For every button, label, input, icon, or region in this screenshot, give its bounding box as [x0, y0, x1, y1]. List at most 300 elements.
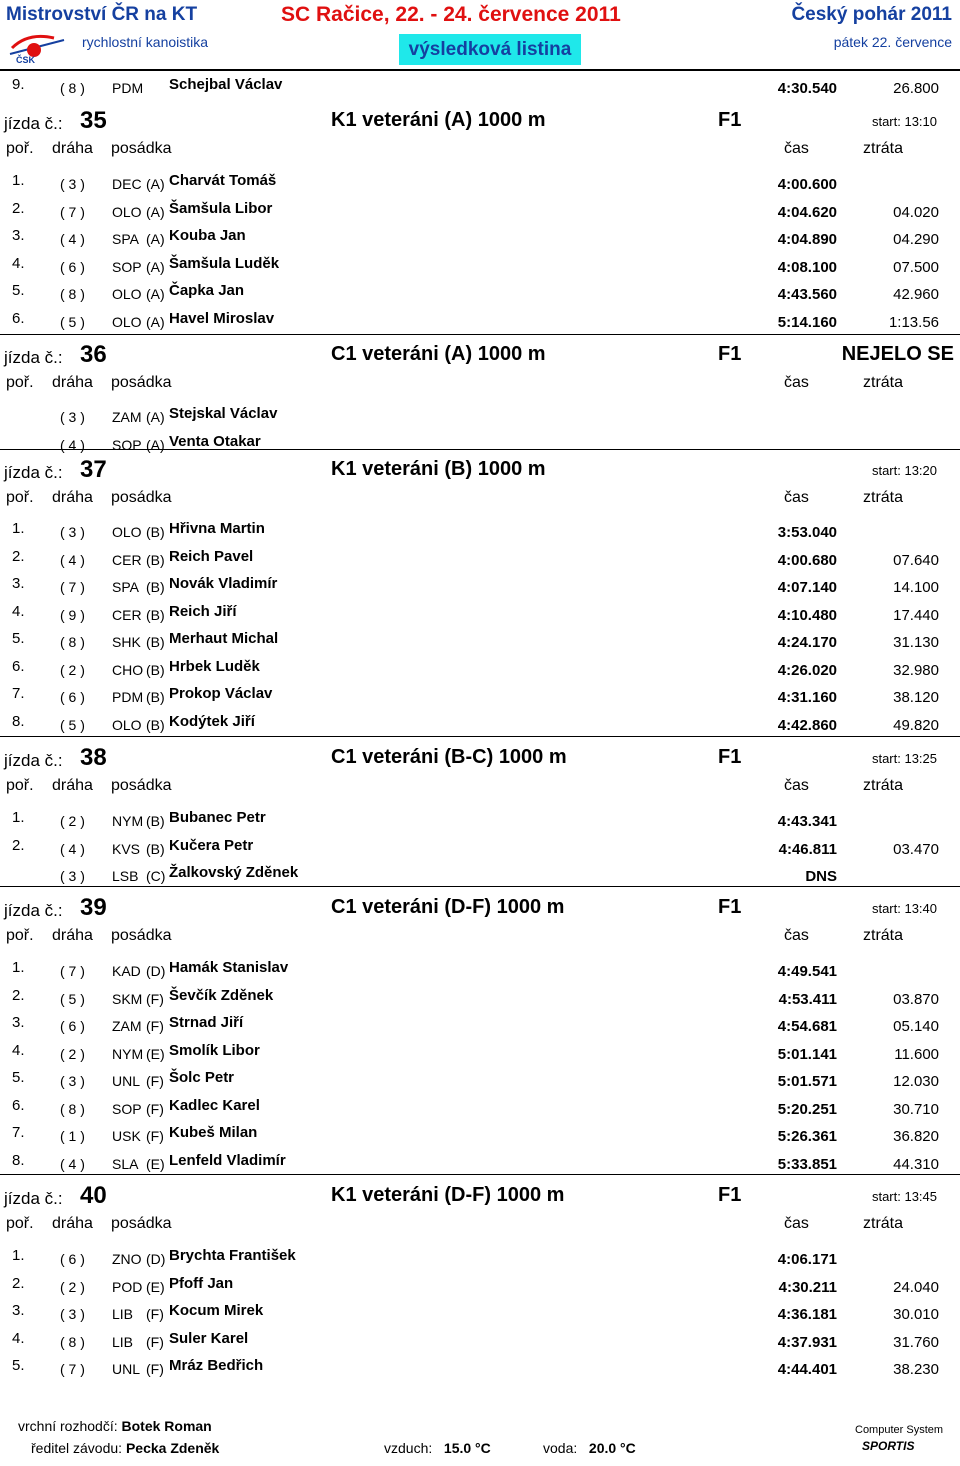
result-row — [0, 433, 960, 457]
time-loss: 07.500 — [893, 259, 939, 276]
result-row — [0, 1152, 960, 1176]
competitor-name: Pfoff Jan — [169, 1275, 234, 1292]
club: LIB — [112, 1306, 134, 1322]
position: 4. — [12, 1330, 25, 1347]
competitor-name: Venta Otakar — [169, 433, 261, 450]
result-row — [0, 959, 960, 983]
computer-system-label: Computer System — [855, 1424, 944, 1436]
competitor-name: Šolc Petr — [169, 1069, 235, 1086]
position: 7. — [12, 685, 25, 702]
header-crew: posádka — [111, 1215, 172, 1232]
position: 2. — [12, 200, 25, 217]
lane: ( 6 ) — [60, 259, 85, 275]
time-loss: 30.010 — [893, 1306, 939, 1323]
header-position: poř. — [6, 374, 34, 391]
time-loss: 38.120 — [893, 689, 939, 706]
category: (E) — [146, 1279, 165, 1295]
competitor-name: Smolík Libor — [169, 1042, 260, 1059]
competitor-name: Novák Vladimír — [169, 575, 278, 592]
time: 4:44.401 — [777, 1361, 837, 1378]
competitor-name: Hřivna Martin — [169, 520, 265, 537]
position: 6. — [12, 310, 25, 327]
position: 1. — [12, 1247, 25, 1264]
section-divider — [0, 334, 960, 335]
club: PDM — [112, 689, 144, 705]
competitor-name: Žalkovský Zděnek — [169, 864, 299, 881]
lane: ( 3 ) — [60, 409, 85, 425]
svg-text:ČSK: ČSK — [16, 55, 36, 65]
result-row — [0, 630, 960, 654]
column-headers — [0, 927, 960, 949]
result-row — [0, 1302, 960, 1326]
time: 4:43.560 — [777, 286, 837, 303]
time-loss: 49.820 — [893, 717, 939, 734]
race-start: start: 13:20 — [871, 463, 937, 478]
result-row — [0, 520, 960, 544]
category: (F) — [146, 1018, 164, 1034]
race-heading — [0, 456, 960, 486]
position: 5. — [12, 282, 25, 299]
race-title: C1 veteráni (A) 1000 m — [331, 343, 546, 365]
time: 3:53.040 — [777, 524, 837, 541]
time: DNS — [805, 868, 837, 885]
header-position: poř. — [6, 489, 34, 506]
lane: ( 5 ) — [60, 991, 85, 1007]
time-loss: 38.230 — [893, 1361, 939, 1378]
time: 4:54.681 — [777, 1018, 837, 1035]
lane: ( 9 ) — [60, 607, 85, 623]
category: (F) — [146, 1128, 164, 1144]
position: 7. — [12, 1124, 25, 1141]
club: SOP — [112, 437, 142, 453]
race-title: C1 veteráni (B-C) 1000 m — [331, 746, 567, 768]
venue-date: SC Račice, 22. - 24. července 2011 — [281, 3, 621, 26]
race-title: K1 veteráni (A) 1000 m — [331, 109, 546, 131]
result-row — [0, 1042, 960, 1066]
column-headers — [0, 140, 960, 162]
lane: ( 4 ) — [60, 437, 85, 453]
time: 4:24.170 — [777, 634, 837, 651]
header-crew: posádka — [111, 374, 172, 391]
time-loss: 1:13.56 — [888, 314, 939, 331]
competitor-name: Reich Jiří — [169, 603, 237, 620]
category: (B) — [146, 662, 165, 678]
lane: ( 7 ) — [60, 963, 85, 979]
race-final: F1 — [718, 746, 742, 768]
race-label: jízda č.: — [4, 348, 63, 367]
result-row — [0, 809, 960, 833]
category: (A) — [146, 314, 165, 330]
discipline-label: rychlostní kanoistika — [82, 34, 209, 50]
time: 4:53.411 — [778, 991, 837, 1008]
time: 5:01.571 — [777, 1073, 837, 1090]
category: (F) — [146, 1361, 164, 1377]
category: (F) — [146, 1334, 164, 1350]
position: 4. — [12, 603, 25, 620]
header-lane: dráha — [52, 489, 93, 506]
time: 4:31.160 — [777, 689, 837, 706]
time: 5:20.251 — [777, 1101, 837, 1118]
club: PDM — [112, 80, 144, 96]
lane: ( 4 ) — [60, 1156, 85, 1172]
category: (F) — [146, 991, 164, 1007]
lane: ( 2 ) — [60, 1279, 85, 1295]
race-status: NEJELO SE — [841, 343, 954, 365]
header-time: čas — [784, 1215, 809, 1232]
race-start: start: 13:40 — [871, 901, 937, 916]
competitor-name: Strnad Jiří — [169, 1014, 244, 1031]
lane: ( 8 ) — [60, 1334, 85, 1350]
header-loss: ztráta — [863, 140, 904, 157]
category: (D) — [146, 1251, 166, 1267]
competitor-name: Ševčík Zděnek — [169, 987, 274, 1004]
category: (A) — [146, 286, 165, 302]
club: DEC — [112, 176, 142, 192]
result-row — [0, 575, 960, 599]
result-row — [0, 1069, 960, 1093]
result-row — [0, 685, 960, 709]
race-number: 36 — [80, 341, 107, 368]
time-loss: 30.710 — [893, 1101, 939, 1118]
race-number: 38 — [80, 744, 107, 771]
category: (A) — [146, 259, 165, 275]
race-start: start: 13:25 — [871, 751, 937, 766]
category: (B) — [146, 717, 165, 733]
header-crew: posádka — [111, 777, 172, 794]
column-headers — [0, 489, 960, 511]
result-row — [0, 1014, 960, 1038]
club: ZNO — [112, 1251, 142, 1267]
time: 5:33.851 — [777, 1156, 837, 1173]
time-loss: 26.800 — [893, 80, 939, 97]
result-row — [0, 1330, 960, 1354]
result-row — [0, 837, 960, 861]
time: 4:36.181 — [777, 1306, 837, 1323]
club: SPA — [112, 231, 139, 247]
time-loss: 04.020 — [893, 204, 939, 221]
time-loss: 24.040 — [893, 1279, 939, 1296]
header-lane: dráha — [52, 927, 93, 944]
club: NYM — [112, 1046, 144, 1062]
category: (A) — [146, 231, 165, 247]
time: 4:00.600 — [777, 176, 837, 193]
race-label: jízda č.: — [4, 901, 63, 920]
category: (B) — [146, 552, 165, 568]
race-final: F1 — [718, 109, 742, 131]
result-row — [0, 1357, 960, 1381]
club: LSB — [112, 868, 139, 884]
position: 1. — [12, 809, 25, 826]
club: SKM — [112, 991, 143, 1007]
header-time: čas — [784, 489, 809, 506]
position: 3. — [12, 227, 25, 244]
competitor-name: Kodýtek Jiří — [169, 713, 255, 730]
category: (A) — [146, 204, 165, 220]
header-position: poř. — [6, 927, 34, 944]
header-time: čas — [784, 140, 809, 157]
club: ZAM — [112, 409, 142, 425]
time-loss: 42.960 — [893, 286, 939, 303]
competitor-name: Kocum Mirek — [169, 1302, 264, 1319]
results-list-label: výsledková listina — [399, 34, 581, 65]
time: 4:08.100 — [777, 259, 837, 276]
position: 5. — [12, 1069, 25, 1086]
category: (A) — [146, 437, 165, 453]
header-crew: posádka — [111, 140, 172, 157]
category: (B) — [146, 607, 165, 623]
lane: ( 4 ) — [60, 231, 85, 247]
category: (B) — [146, 689, 165, 705]
race-number: 40 — [80, 1182, 107, 1209]
time: 4:07.140 — [777, 579, 837, 596]
category: (E) — [146, 1046, 165, 1062]
club: KAD — [112, 963, 141, 979]
position: 8. — [12, 1152, 25, 1169]
lane: ( 3 ) — [60, 1073, 85, 1089]
column-headers — [0, 374, 960, 396]
competitor-name: Hrbek Luděk — [169, 658, 260, 675]
result-row — [0, 1247, 960, 1271]
header-loss: ztráta — [863, 374, 904, 391]
club: KVS — [112, 841, 141, 857]
club: OLO — [112, 204, 142, 220]
header-position: poř. — [6, 140, 34, 157]
position: 2. — [12, 837, 25, 854]
time: 4:04.620 — [777, 204, 837, 221]
position: 3. — [12, 575, 25, 592]
header-loss: ztráta — [863, 489, 904, 506]
position: 9. — [12, 76, 25, 93]
header-position: poř. — [6, 777, 34, 794]
category: (B) — [146, 634, 165, 650]
competitor-name: Kubeš Milan — [169, 1124, 258, 1141]
position: 3. — [12, 1014, 25, 1031]
time-loss: 17.440 — [893, 607, 939, 624]
position: 1. — [12, 172, 25, 189]
header-loss: ztráta — [863, 777, 904, 794]
time-loss: 05.140 — [893, 1018, 939, 1035]
lane: ( 6 ) — [60, 1251, 85, 1267]
time-loss: 03.470 — [893, 841, 939, 858]
lane: ( 7 ) — [60, 1361, 85, 1377]
club: SPA — [112, 579, 139, 595]
header-lane: dráha — [52, 140, 93, 157]
result-row — [0, 76, 960, 100]
position: 3. — [12, 1302, 25, 1319]
time: 5:14.160 — [777, 314, 837, 331]
result-row — [0, 987, 960, 1011]
race-final: F1 — [718, 343, 742, 365]
category: (E) — [146, 1156, 165, 1172]
club: SHK — [112, 634, 141, 650]
position: 5. — [12, 1357, 25, 1374]
header-lane: dráha — [52, 1215, 93, 1232]
time: 4:37.931 — [777, 1334, 837, 1351]
header-crew: posádka — [111, 489, 172, 506]
header-loss: ztráta — [863, 1215, 904, 1232]
time: 5:01.141 — [777, 1046, 837, 1063]
time: 4:30.211 — [778, 1279, 837, 1296]
position: 5. — [12, 630, 25, 647]
category: (F) — [146, 1101, 164, 1117]
lane: ( 5 ) — [60, 717, 85, 733]
race-number: 39 — [80, 894, 107, 921]
category: (B) — [146, 524, 165, 540]
csk-logo — [8, 30, 68, 71]
competitor-name: Havel Miroslav — [169, 310, 275, 327]
race-label: jízda č.: — [4, 751, 63, 770]
race-label: jízda č.: — [4, 114, 63, 133]
result-row — [0, 713, 960, 737]
club: OLO — [112, 524, 142, 540]
time: 4:46.811 — [778, 841, 837, 858]
time-loss: 11.600 — [894, 1046, 939, 1063]
header-crew: posádka — [111, 927, 172, 944]
competitor-name: Čapka Jan — [169, 282, 245, 299]
race-director: ředitel závodu: Pecka Zdeněk — [31, 1440, 220, 1456]
header-time: čas — [784, 927, 809, 944]
category: (B) — [146, 841, 165, 857]
category: (D) — [146, 963, 166, 979]
header-lane: dráha — [52, 374, 93, 391]
club: SOP — [112, 259, 142, 275]
event-title: Mistrovství ČR na KT — [6, 4, 198, 25]
club: SOP — [112, 1101, 142, 1117]
club: SLA — [112, 1156, 139, 1172]
cup-title: Český pohár 2011 — [791, 4, 952, 25]
category: (B) — [146, 579, 165, 595]
time-loss: 36.820 — [893, 1128, 939, 1145]
race-start: start: 13:45 — [871, 1189, 937, 1204]
header-divider — [0, 69, 960, 71]
race-heading — [0, 1182, 960, 1212]
competitor-name: Merhaut Michal — [169, 630, 279, 647]
race-final: F1 — [718, 896, 742, 918]
competitor-name: Lenfeld Vladimír — [169, 1152, 286, 1169]
column-headers — [0, 777, 960, 799]
position: 6. — [12, 658, 25, 675]
time-loss: 31.130 — [893, 634, 939, 651]
lane: ( 2 ) — [60, 662, 85, 678]
lane: ( 5 ) — [60, 314, 85, 330]
column-headers — [0, 1215, 960, 1237]
competitor-name: Mráz Bedřich — [169, 1357, 264, 1374]
club: OLO — [112, 286, 142, 302]
water-temperature: voda: 20.0 °C — [543, 1440, 636, 1456]
race-number: 37 — [80, 456, 107, 483]
result-row — [0, 172, 960, 196]
club: CER — [112, 552, 142, 568]
lane: ( 6 ) — [60, 689, 85, 705]
time-loss: 03.870 — [893, 991, 939, 1008]
club: LIB — [112, 1334, 134, 1350]
day-label: pátek 22. července — [833, 34, 952, 50]
race-label: jízda č.: — [4, 463, 63, 482]
competitor-name: Šamšula Libor — [169, 200, 273, 217]
lane: ( 3 ) — [60, 524, 85, 540]
time: 4:43.341 — [777, 813, 837, 830]
competitor-name: Schejbal Václav — [169, 76, 283, 93]
lane: ( 2 ) — [60, 813, 85, 829]
category: (A) — [146, 409, 165, 425]
lane: ( 1 ) — [60, 1128, 85, 1144]
time-loss: 31.760 — [893, 1334, 939, 1351]
header-lane: dráha — [52, 777, 93, 794]
race-heading — [0, 744, 960, 774]
club: UNL — [112, 1073, 141, 1089]
position: 8. — [12, 713, 25, 730]
position: 2. — [12, 1275, 25, 1292]
result-row — [0, 227, 960, 251]
air-temperature: vzduch: 15.0 °C — [384, 1440, 491, 1456]
category: (F) — [146, 1306, 164, 1322]
lane: ( 3 ) — [60, 868, 85, 884]
chief-judge: vrchní rozhodčí: Botek Roman — [18, 1418, 212, 1434]
race-title: K1 veteráni (B) 1000 m — [331, 458, 546, 480]
result-row — [0, 548, 960, 572]
competitor-name: Kučera Petr — [169, 837, 254, 854]
time-loss: 14.100 — [893, 579, 939, 596]
result-row — [0, 255, 960, 279]
result-row — [0, 864, 960, 888]
club: ZAM — [112, 1018, 142, 1034]
time: 4:42.860 — [777, 717, 837, 734]
lane: ( 8 ) — [60, 1101, 85, 1117]
time: 4:49.541 — [777, 963, 837, 980]
category: (C) — [146, 868, 166, 884]
position: 4. — [12, 1042, 25, 1059]
result-row — [0, 603, 960, 627]
competitor-name: Stejskal Václav — [169, 405, 278, 422]
header-loss: ztráta — [863, 927, 904, 944]
lane: ( 6 ) — [60, 1018, 85, 1034]
lane: ( 8 ) — [60, 634, 85, 650]
competitor-name: Kouba Jan — [169, 227, 246, 244]
lane: ( 8 ) — [60, 80, 85, 96]
time: 5:26.361 — [777, 1128, 837, 1145]
time: 4:06.171 — [777, 1251, 837, 1268]
race-heading — [0, 107, 960, 137]
lane: ( 4 ) — [60, 552, 85, 568]
result-row — [0, 1124, 960, 1148]
race-heading — [0, 341, 960, 371]
lane: ( 7 ) — [60, 579, 85, 595]
position: 4. — [12, 255, 25, 272]
position: 1. — [12, 520, 25, 537]
club: CHO — [112, 662, 144, 678]
result-row — [0, 1275, 960, 1299]
race-number: 35 — [80, 107, 107, 134]
position: 6. — [12, 1097, 25, 1114]
lane: ( 7 ) — [60, 204, 85, 220]
sportis-logo: SPORTIS — [862, 1439, 915, 1453]
result-row — [0, 1097, 960, 1121]
category: (B) — [146, 813, 165, 829]
competitor-name: Kadlec Karel — [169, 1097, 260, 1114]
position: 2. — [12, 987, 25, 1004]
time: 4:30.540 — [777, 80, 837, 97]
result-row — [0, 310, 960, 334]
time-loss: 32.980 — [893, 662, 939, 679]
category: (F) — [146, 1073, 164, 1089]
race-start: start: 13:10 — [871, 114, 937, 129]
competitor-name: Šamšula Luděk — [169, 255, 280, 272]
race-heading — [0, 894, 960, 924]
time: 4:04.890 — [777, 231, 837, 248]
lane: ( 3 ) — [60, 176, 85, 192]
header-time: čas — [784, 777, 809, 794]
lane: ( 8 ) — [60, 286, 85, 302]
